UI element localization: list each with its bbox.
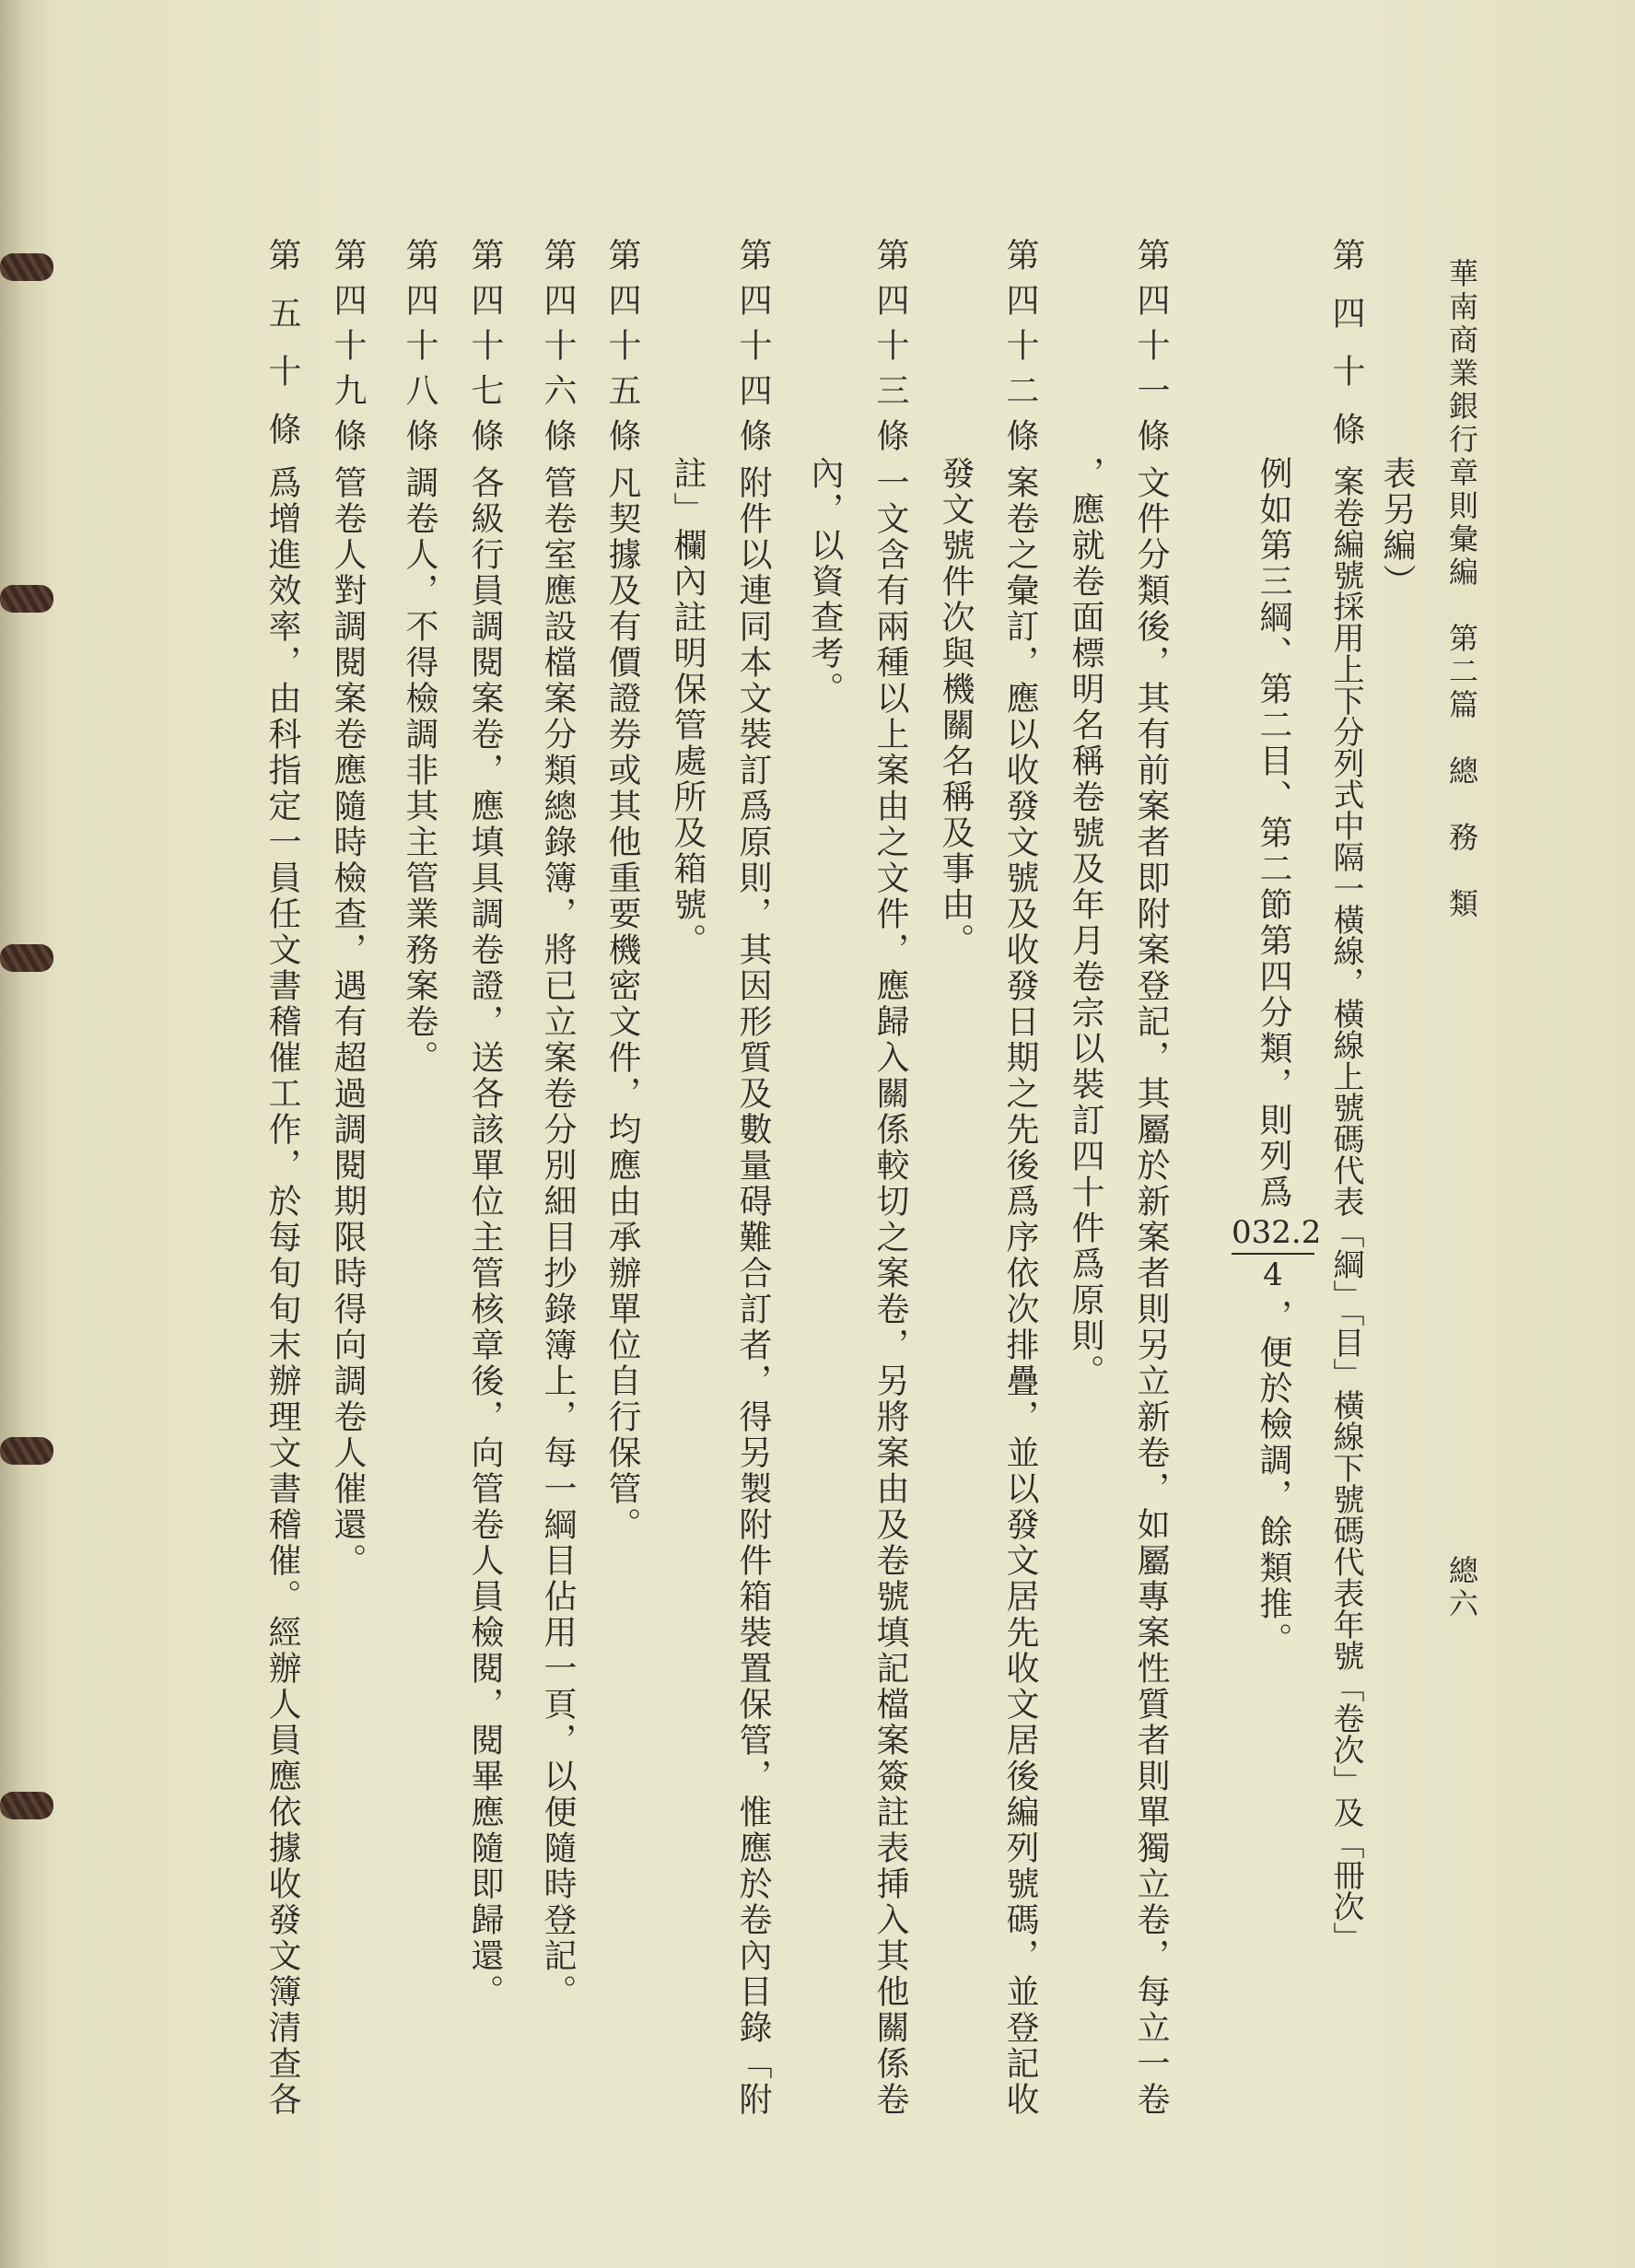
article-47 bbox=[461, 0, 508, 2268]
page-number: 總六 bbox=[1444, 1555, 1479, 1621]
header-section: 第二篇 bbox=[1444, 623, 1479, 722]
article-label: 第四十四條 bbox=[734, 238, 772, 463]
article-43-cont bbox=[801, 0, 847, 2268]
article-text: 各級行員調閱案卷，應填具調卷證，送各該單位主管核章後，向管卷人員檢閱，閱畢應隨即歸還。 bbox=[466, 465, 504, 2010]
article-44-cont bbox=[664, 0, 710, 2268]
article-label: 第四十七條 bbox=[466, 238, 504, 463]
article-label: 第四十三條 bbox=[871, 238, 909, 463]
article-41 bbox=[1127, 0, 1174, 2268]
article-text: 例如第三綱、第二目、第二節第四分類，則列爲 bbox=[1255, 456, 1292, 1210]
article-text: 凡契據及有價證券或其他重要機密文件，均應由承辦單位自行保管。 bbox=[603, 465, 641, 1543]
article-49 bbox=[324, 0, 370, 2268]
article-text: 註」欄內註明保管處所及箱號。 bbox=[669, 456, 707, 959]
article-label: 第四十條 bbox=[1327, 238, 1365, 470]
article-text: 管卷人對調閱案卷應隨時檢查，遇有超過調閱期限時得向調卷人催還。 bbox=[329, 465, 367, 1579]
continuation-line bbox=[1373, 0, 1419, 2268]
header-title: 華南商業銀行章則彙編 bbox=[1444, 258, 1479, 590]
article-text: 文件分類後，其有前案者即附案登記，其屬於新案者則另立新卷，如屬專案性質者則單獨立卷，每立一卷 bbox=[1132, 465, 1170, 2118]
article-label: 第四十九條 bbox=[329, 238, 367, 463]
article-text: ，應就卷面標明名稱卷號及年月卷宗以裝訂四十件爲原則。 bbox=[1067, 456, 1104, 1390]
fraction-bar bbox=[1232, 1253, 1314, 1255]
fraction-numerator: 032.2 bbox=[1232, 1214, 1322, 1251]
binding-string bbox=[0, 253, 53, 281]
article-label: 第四十二條 bbox=[1001, 238, 1039, 463]
article-text: 調卷人，不得檢調非其主管業務案卷。 bbox=[401, 465, 438, 1076]
article-label: 第五十條 bbox=[263, 238, 301, 470]
running-header bbox=[1439, 0, 1485, 2268]
binding-string bbox=[0, 1792, 53, 1819]
article-42-cont bbox=[932, 0, 978, 2268]
article-text: 管卷室應設檔案分類總錄簿，將已立案卷分別細目抄錄簿上，每一綱目佔用一頁，以便隨時登記。 bbox=[539, 465, 577, 2010]
article-label: 第四十八條 bbox=[401, 238, 438, 463]
article-text: ，便於檢調，餘類推。 bbox=[1255, 1299, 1292, 1658]
article-label: 第四十一條 bbox=[1132, 238, 1170, 463]
article-text: 附件以連同本文裝訂爲原則，其因形質及數量碍難合訂者，得另製附件箱裝置保管，惟應於卷內目錄「附 bbox=[734, 465, 772, 2118]
article-label: 第四十五條 bbox=[603, 238, 641, 463]
article-text: 內，以資查考。 bbox=[806, 456, 844, 707]
article-label: 第四十六條 bbox=[539, 238, 577, 463]
article-48 bbox=[396, 0, 442, 2268]
binding-string bbox=[0, 944, 53, 972]
article-text: 發文號件次與機關名稱及事由。 bbox=[937, 456, 975, 959]
binding-string bbox=[0, 585, 53, 613]
classification-fraction bbox=[1232, 1214, 1322, 1293]
binding-string bbox=[0, 1437, 53, 1465]
article-43 bbox=[867, 0, 913, 2268]
article-41-cont bbox=[1062, 0, 1108, 2268]
article-46 bbox=[534, 0, 580, 2268]
article-42 bbox=[997, 0, 1043, 2268]
article-40-example bbox=[1232, 0, 1322, 2268]
article-50 bbox=[259, 0, 305, 2268]
article-text: 案卷編號採用上下分列式中隔一橫線，橫線上號碼代表「綱」「目」橫線下號碼代表年號「卷次」及「冊次」 bbox=[1327, 465, 1364, 1953]
article-44 bbox=[730, 0, 776, 2268]
article-40 bbox=[1323, 0, 1369, 2268]
continuation-text: 表另編） bbox=[1378, 456, 1416, 600]
article-text: 案卷之彙訂，應以收發文號及收發日期之先後爲序依次排疊，並以發文居先收文居後編列號碼，並登記收 bbox=[1001, 465, 1039, 2118]
header-category: 總 務 類 bbox=[1444, 755, 1479, 921]
article-text: 爲增進效率，由科指定一員任文書稽催工作，於每旬旬末辦理文書稽催。經辦人員應依據收發文簿清查各 bbox=[263, 465, 301, 2118]
article-45 bbox=[599, 0, 645, 2268]
fraction-denominator: 4 bbox=[1263, 1257, 1283, 1293]
article-text: 一文含有兩種以上案由之文件，應歸入關係較切之案卷，另將案由及卷號填記檔案簽註表挿入其他關係卷 bbox=[871, 465, 909, 2118]
